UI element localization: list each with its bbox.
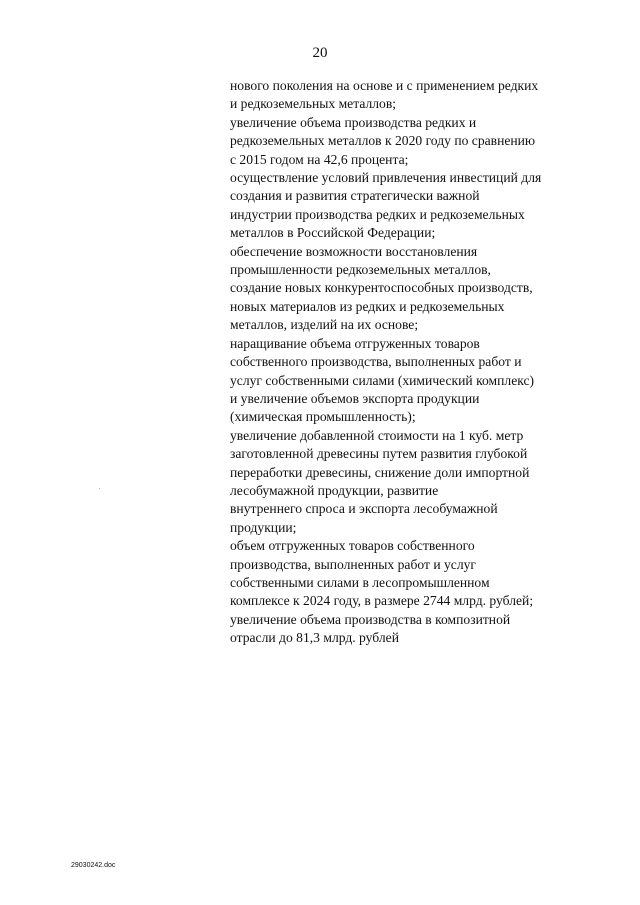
text-line: обеспечение возможности восстановления — [230, 243, 478, 259]
text-line: с 2015 годом на 42,6 процента; — [230, 151, 409, 167]
text-line: металлов, изделий на их основе; — [230, 317, 419, 333]
text-line: увеличение объема производства в композитной — [230, 611, 511, 627]
text-line: увеличение объема производства редких и — [230, 114, 477, 130]
text-line: промышленности редкоземельных металлов, — [230, 262, 491, 278]
text-line: собственного производства, выполненных работ и — [230, 354, 522, 370]
text-line: новых материалов из редких и редкоземельных — [230, 298, 505, 314]
text-line: отрасли до 81,3 млрд. рублей — [230, 630, 399, 646]
text-line: металлов в Российской Федерации; — [230, 225, 436, 241]
text-line: комплексе к 2024 году, в размере 2744 млрд. рублей; — [230, 593, 534, 609]
text-line: (химическая промышленность); — [230, 409, 416, 425]
text-line: и увеличение объемов экспорта продукции — [230, 390, 480, 406]
scan-speck — [99, 488, 100, 489]
text-line: собственными силами в лесопромышленном — [230, 574, 490, 590]
text-line: производства, выполненных работ и услуг — [230, 556, 476, 572]
text-line: продукции; — [230, 519, 297, 535]
text-line: нового поколения на основе и с применением редких — [230, 78, 539, 93]
text-line: лесобумажной продукции, развитие — [230, 482, 439, 498]
text-line: переработки древесины, снижение доли импортной — [230, 464, 530, 480]
text-line: осуществление условий привлечения инвестиций для — [230, 170, 542, 186]
footer-file-name: 29030242.doc — [71, 862, 116, 869]
text-line: создание новых конкурентоспособных производств, — [230, 280, 533, 296]
text-line: внутреннего спроса и экспорта лесобумажной — [230, 501, 498, 517]
text-line: наращивание объема отгруженных товаров — [230, 335, 480, 351]
text-line: увеличение добавленной стоимости на 1 куб. метр — [230, 427, 524, 443]
text-line: создания и развития стратегически важной — [230, 188, 480, 204]
text-line: и редкоземельных металлов; — [230, 96, 397, 112]
text-line: индустрии производства редких и редкоземельных — [230, 206, 525, 222]
text-line: объем отгруженных товаров собственного — [230, 538, 475, 554]
text-line: редкоземельных металлов к 2020 году по сравнению — [230, 133, 536, 149]
body-text — [230, 77, 630, 648]
page-number: 20 — [312, 45, 328, 61]
text-line: заготовленной древесины путем развития глубокой — [230, 446, 528, 462]
text-line: услуг собственными силами (химический комплекс) — [230, 372, 535, 388]
